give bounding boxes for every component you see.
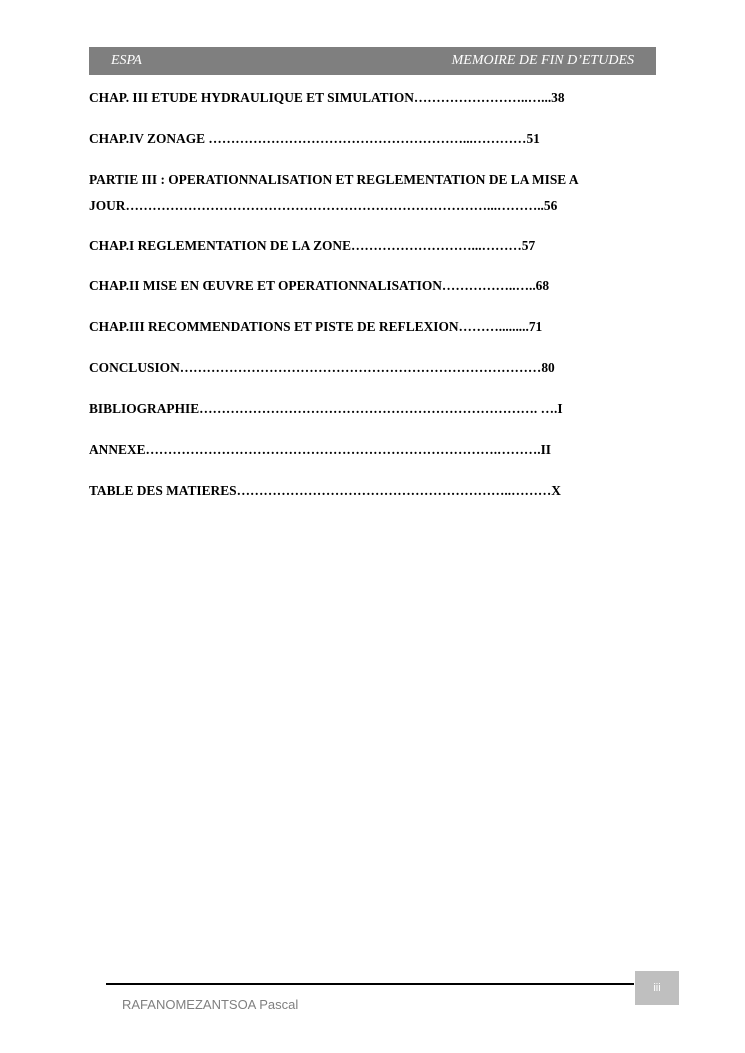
toc-entry: BIBLIOGRAPHIE…………………………………………………………………. ….I [89, 401, 563, 416]
toc-entry: CHAP.III RECOMMENDATIONS ET PISTE DE REFLEXION……….........71 [89, 319, 543, 334]
toc-entry: CHAP.IV ZONAGE …………………………………………………...…………51 [89, 131, 540, 146]
page-header [89, 47, 656, 75]
toc-entry: ANNEXE…………………………………………………………………….……….II [89, 442, 551, 457]
header-left-text: ESPA [111, 53, 142, 68]
toc-entry: CHAP.I REGLEMENTATION DE LA ZONE………………………...………57 [89, 238, 536, 253]
toc-entry: TABLE DES MATIERES……………………………………………………..………X [89, 483, 561, 498]
page-number-box [635, 971, 679, 1005]
toc-entry: CONCLUSION………………………………………………………………………80 [89, 360, 555, 375]
toc-entry: CHAP.II MISE EN ŒUVRE ET OPERATIONNALISATION……………..…..68 [89, 278, 550, 293]
toc-entry: JOUR………………………………………………………………………...………..56 [89, 198, 558, 213]
footer-author: RAFANOMEZANTSOA Pascal [122, 997, 299, 1012]
footer-divider [106, 983, 634, 985]
page-number: iii [653, 982, 661, 994]
toc-entry: CHAP. III ETUDE HYDRAULIQUE ET SIMULATION……………………..…...38 [89, 90, 565, 105]
toc-entry: PARTIE III : OPERATIONNALISATION ET REGLEMENTATION DE LA MISE A [89, 172, 579, 187]
header-right-text: MEMOIRE DE FIN D’ETUDES [451, 53, 634, 68]
